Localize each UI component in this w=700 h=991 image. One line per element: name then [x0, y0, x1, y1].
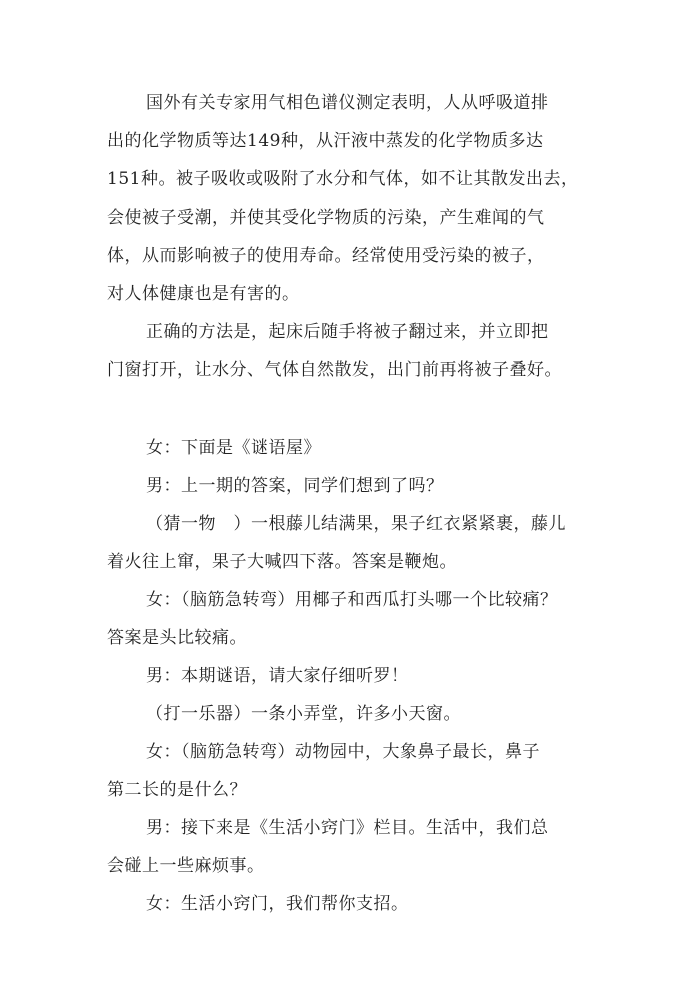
dialogue-line: 男：本期谜语，请大家仔细听罗！: [146, 666, 409, 686]
dialogue-line: 女：下面是《谜语屋》: [146, 438, 321, 458]
paragraph-line: 会使被子受潮，并使其受化学物质的污染，产生难闻的气: [107, 208, 545, 228]
dialogue-line: 答案是头比较痛。: [107, 628, 247, 648]
paragraph-line: 对人体健康也是有害的。: [107, 284, 300, 304]
paragraph-line: 门窗打开，让水分、气体自然散发，出门前再将被子叠好。: [107, 360, 562, 380]
dialogue-line: 第二长的是什么？: [107, 780, 247, 800]
dialogue-line: （打一乐器）一条小弄堂，许多小天窗。: [146, 704, 461, 724]
dialogue-line: 男：接下来是《生活小窍门》栏目。生活中，我们总: [146, 818, 549, 838]
paragraph-line: 151种。被子吸收或吸附了水分和气体，如不让其散发出去，: [107, 169, 579, 189]
paragraph-line: 体，从而影响被子的使用寿命。经常使用受污染的被子，: [107, 246, 545, 266]
dialogue-line: 女：生活小窍门，我们帮你支招。: [146, 894, 409, 914]
dialogue-line: 女：（脑筋急转弯）动物园中，大象鼻子最长，鼻子: [146, 742, 540, 762]
paragraph-line: 出的化学物质等达149种，从汗液中蒸发的化学物质多达: [107, 131, 544, 151]
dialogue-line: 会碰上一些麻烦事。: [107, 856, 265, 876]
dialogue-line: （猜一物 ）一根藤儿结满果，果子红衣紧紧裹，藤儿: [146, 514, 566, 534]
paragraph-line: 国外有关专家用气相色谱仪测定表明，人从呼吸道排: [146, 93, 549, 113]
dialogue-line: 着火往上窜，果子大喊四下落。答案是鞭炮。: [107, 552, 457, 572]
paragraph-line: 正确的方法是，起床后随手将被子翻过来，并立即把: [146, 322, 549, 342]
dialogue-line: 男：上一期的答案，同学们想到了吗？: [146, 476, 444, 496]
dialogue-line: 女：（脑筋急转弯）用椰子和西瓜打头哪一个比较痛？: [146, 590, 558, 610]
